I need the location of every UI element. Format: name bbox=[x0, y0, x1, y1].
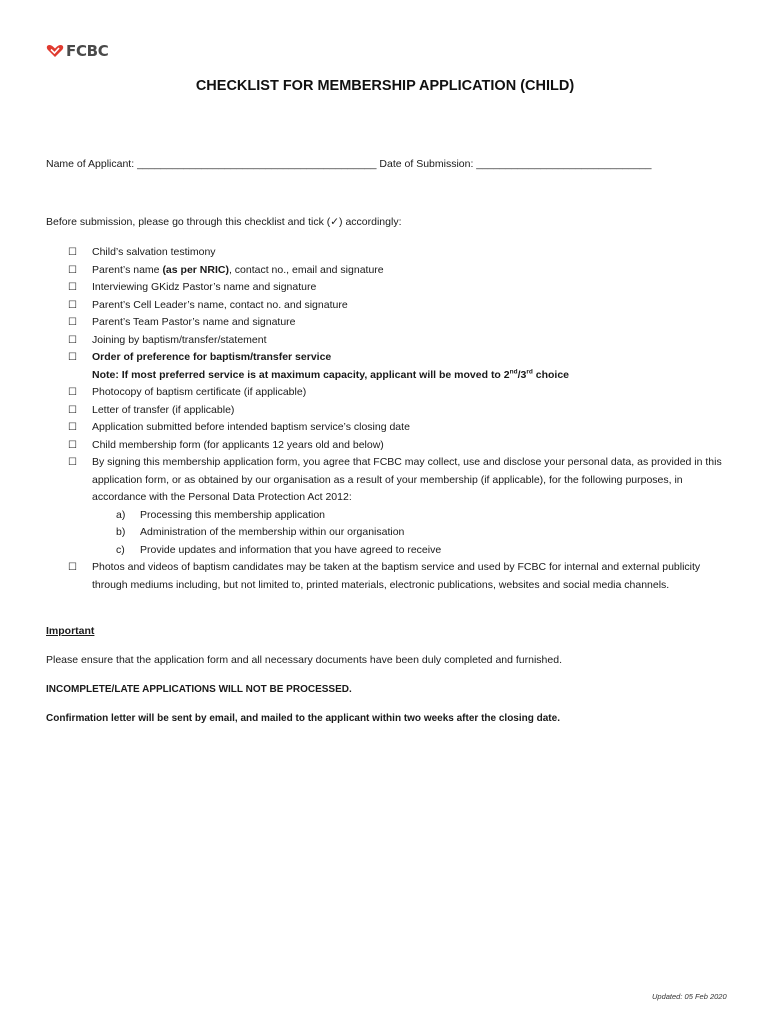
applicant-fields bbox=[46, 158, 736, 170]
checkbox-icon[interactable]: ☐ bbox=[68, 422, 77, 433]
list-item bbox=[68, 437, 738, 455]
preference-heading: Order of preference for baptism/transfer service bbox=[92, 351, 332, 363]
purpose-letter: a) bbox=[116, 508, 126, 521]
checkbox-icon[interactable]: ☐ bbox=[68, 282, 77, 293]
item-text: Child membership form (for applicants 12 years old and below) bbox=[92, 438, 384, 451]
checkbox-icon[interactable]: ☐ bbox=[68, 299, 77, 311]
checkbox-icon[interactable]: ☐ bbox=[68, 247, 77, 258]
checkbox-icon[interactable]: ☐ bbox=[68, 317, 77, 328]
pdpa-consent-text: By signing this membership application form, you agree that FCBC may collect, use and disclose your personal data, as provided in this application form, or as obtained by our organisation as a result of your membership (if applicable), for the following purposes, in accordance with the Personal Data Protection Act 2012: bbox=[92, 456, 722, 503]
preference-note-end: choice bbox=[532, 368, 570, 381]
checkbox-icon[interactable]: ☐ bbox=[68, 334, 77, 346]
item-text: Child’s salvation testimony bbox=[92, 246, 216, 258]
item-text: Parent’s Team Pastor’s name and signature bbox=[92, 316, 296, 328]
purpose-item bbox=[92, 542, 738, 560]
intro-before: Before submission, please go through this checklist and tick ( bbox=[46, 216, 331, 228]
ensure-text: Please ensure that the application form and all necessary documents have been duly completed and furnished. bbox=[46, 654, 562, 666]
purpose-letter: c) bbox=[116, 543, 125, 556]
purpose-list bbox=[92, 507, 738, 560]
checkbox-icon[interactable]: ☐ bbox=[68, 404, 77, 416]
item-text bbox=[92, 349, 738, 384]
list-item bbox=[68, 384, 738, 402]
item-text: Parent’s Cell Leader’s name, contact no. and signature bbox=[92, 298, 348, 311]
item-text bbox=[92, 454, 738, 559]
purpose-text: Processing this membership application bbox=[140, 508, 326, 521]
list-item bbox=[68, 244, 738, 262]
preference-note: Note: If most preferred service is at maximum capacity, applicant will be moved to 2 bbox=[92, 368, 510, 381]
checkbox-icon[interactable]: ☐ bbox=[68, 387, 77, 398]
confirmation-note: Confirmation letter will be sent by email, and mailed to the applicant within two weeks after the closing date. bbox=[46, 713, 560, 724]
list-item bbox=[68, 332, 738, 350]
name-field[interactable]: _________________________________________ bbox=[137, 158, 377, 170]
updated-date: Updated: 05 Feb 2020 bbox=[652, 992, 727, 1001]
list-item bbox=[68, 279, 738, 297]
item-text: Photocopy of baptism certificate (if applicable) bbox=[92, 386, 307, 398]
ordinal-sup: rd bbox=[526, 368, 533, 375]
list-item bbox=[68, 559, 738, 594]
purpose-item bbox=[92, 524, 738, 542]
incomplete-warning: INCOMPLETE/LATE APPLICATIONS WILL NOT BE PROCESSED. bbox=[46, 684, 352, 695]
list-item bbox=[68, 314, 738, 332]
ordinal-sup: nd bbox=[509, 368, 518, 375]
page-title: CHECKLIST FOR MEMBERSHIP APPLICATION (CHILD) bbox=[195, 78, 575, 94]
purpose-letter: b) bbox=[116, 526, 126, 538]
purpose-item bbox=[92, 507, 738, 525]
date-field[interactable]: ______________________________ bbox=[476, 158, 652, 170]
intro-after: ) accordingly: bbox=[339, 216, 402, 228]
important-heading: Important bbox=[46, 625, 95, 637]
item-text: Letter of transfer (if applicable) bbox=[92, 403, 235, 416]
tick-icon: ✓ bbox=[330, 216, 340, 228]
item-text: Application submitted before intended baptism service’s closing date bbox=[92, 421, 410, 433]
list-item bbox=[68, 402, 738, 420]
date-label: Date of Submission: bbox=[376, 158, 477, 170]
checkbox-icon[interactable]: ☐ bbox=[68, 439, 77, 451]
name-label: Name of Applicant: bbox=[46, 158, 138, 170]
checkbox-icon[interactable]: ☐ bbox=[68, 457, 77, 468]
purpose-text: Provide updates and information that you have agreed to receive bbox=[140, 543, 442, 556]
preference-note-mid: /3 bbox=[517, 368, 527, 381]
item-text: Joining by baptism/transfer/statement bbox=[92, 333, 267, 346]
item-text bbox=[92, 262, 738, 280]
list-item bbox=[68, 262, 738, 280]
checklist bbox=[68, 244, 738, 594]
fcbc-logo bbox=[46, 42, 109, 60]
item-text-bold: (as per NRIC) bbox=[162, 263, 229, 276]
intro-text bbox=[46, 216, 402, 228]
list-item bbox=[68, 454, 738, 559]
list-item bbox=[68, 349, 738, 384]
item-text: Photos and videos of baptism candidates may be taken at the baptism service and used by FCBC for internal and external publicity through mediums including, but not limited to, printed materials, electronic publications, websites and social media channels. bbox=[92, 561, 701, 591]
list-item bbox=[68, 419, 738, 437]
logo-text: FCBC bbox=[66, 42, 109, 60]
item-text-part: , contact no., email and signature bbox=[228, 263, 384, 276]
list-item bbox=[68, 297, 738, 315]
purpose-text: Administration of the membership within our organisation bbox=[140, 526, 405, 538]
item-text: Interviewing GKidz Pastor’s name and signature bbox=[92, 281, 317, 293]
item-text-part: Parent’s name bbox=[92, 263, 163, 276]
heart-icon bbox=[46, 44, 64, 58]
checkbox-icon[interactable]: ☐ bbox=[68, 264, 77, 276]
checkbox-icon[interactable]: ☐ bbox=[68, 352, 77, 363]
checkbox-icon[interactable]: ☐ bbox=[68, 562, 77, 573]
